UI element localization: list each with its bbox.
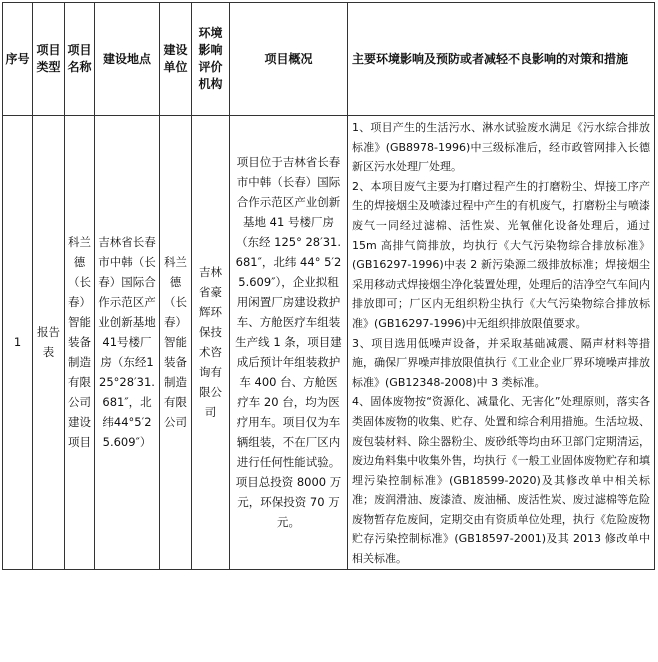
- eia-table-container: [2, 2, 655, 570]
- cell-measures: [348, 116, 655, 570]
- header-overview: 项目概况: [230, 3, 348, 116]
- eia-table: [2, 2, 655, 570]
- measure-air: 2、本项目废气主要为打磨过程产生的打磨粉尘、焊接工序产生的焊接烟尘及喷漆过程中产生的有机废气，打磨粉尘与喷漆废气一同经过滤棉、活性炭、光氧催化设备处理后，通过 15m 高排气筒排放，均执行《大气污染物综合排放标准》(GB16297-1996)中表 2 新污染源二级排放标准；焊接烟尘采用移动式焊接烟尘净化装置处理，处理后的洁净空气车间内排放即可；厂区内无组织粉尘执行《大气污染物综合排放标准》(GB16297-1996)中无组织排放限值要求。: [352, 179, 650, 330]
- header-measures: 主要环境影响及预防或者减轻不良影响的对策和措施: [348, 3, 655, 116]
- cell-no: 1: [3, 116, 33, 570]
- measure-water: 1、项目产生的生活污水、淋水试验废水满足《污水综合排放标准》(GB8978-1996)中三级标准后，经市政管网排入长德新区污水处理厂处理。: [352, 121, 650, 174]
- cell-eia-org: 吉林省豪辉环保技术咨询有限公司: [192, 116, 230, 570]
- measure-solid-waste: 4、固体废物按“资源化、减量化、无害化”处理原则，落实各类固体废物的收集、贮存、处置和综合利用措施。生活垃圾、废包装材料、除尘器粉尘、废砂纸等均由环卫部门定期清运，废边角料集中收集外售，均执行《一般工业固体废物贮存和填埋污染控制标准》(GB18599-2020)及其修改单中相关标准；废润滑油、废漆渣、废油桶、废活性炭、废过滤棉等危险废物暂存危废间，定期交由有资质单位处理，执行《危险废物贮存污染控制标准》(GB18597-2001)及其 2013 修改单中相关标准。: [352, 395, 650, 566]
- cell-type: 报告表: [33, 116, 65, 570]
- cell-overview: 项目位于吉林省长春市中韩（长春）国际合作示范区产业创新基地 41 号楼厂房（东经 125° 28′31.681″，北纬 44° 5′25.609″），企业拟租用闲置厂房建设救护车、方舱医疗车组装生产线 1 条，项目建成后预计年组装救护车 400 台、方舱医疗车 20 台，均为医疗用车。项目仅为车辆组装，不在厂区内进行任何性能试验。项目总投资 8000 万元，环保投资 70 万元。: [230, 116, 348, 570]
- table-row: [3, 116, 655, 570]
- header-name: 项目名称: [65, 3, 95, 116]
- header-no: 序号: [3, 3, 33, 116]
- cell-name: 科兰德（长春）智能装备制造有限公司建设项目: [65, 116, 95, 570]
- header-unit: 建设单位: [160, 3, 192, 116]
- header-location: 建设地点: [95, 3, 160, 116]
- cell-unit: 科兰德（长春）智能装备制造有限公司: [160, 116, 192, 570]
- cell-location: 吉林省长春市中韩（长春）国际合作示范区产业创新基地41号楼厂房（东经125°28′31.681″，北纬44°5′25.609″）: [95, 116, 160, 570]
- measure-noise: 3、项目选用低噪声设备，并采取基础减震、隔声材料等措施，确保厂界噪声排放限值执行《工业企业厂界环境噪声排放标准》(GB12348-2008)中 3 类标准。: [352, 336, 650, 389]
- header-row: [3, 3, 655, 116]
- header-type: 项目类型: [33, 3, 65, 116]
- header-eia-org: 环境影响评价机构: [192, 3, 230, 116]
